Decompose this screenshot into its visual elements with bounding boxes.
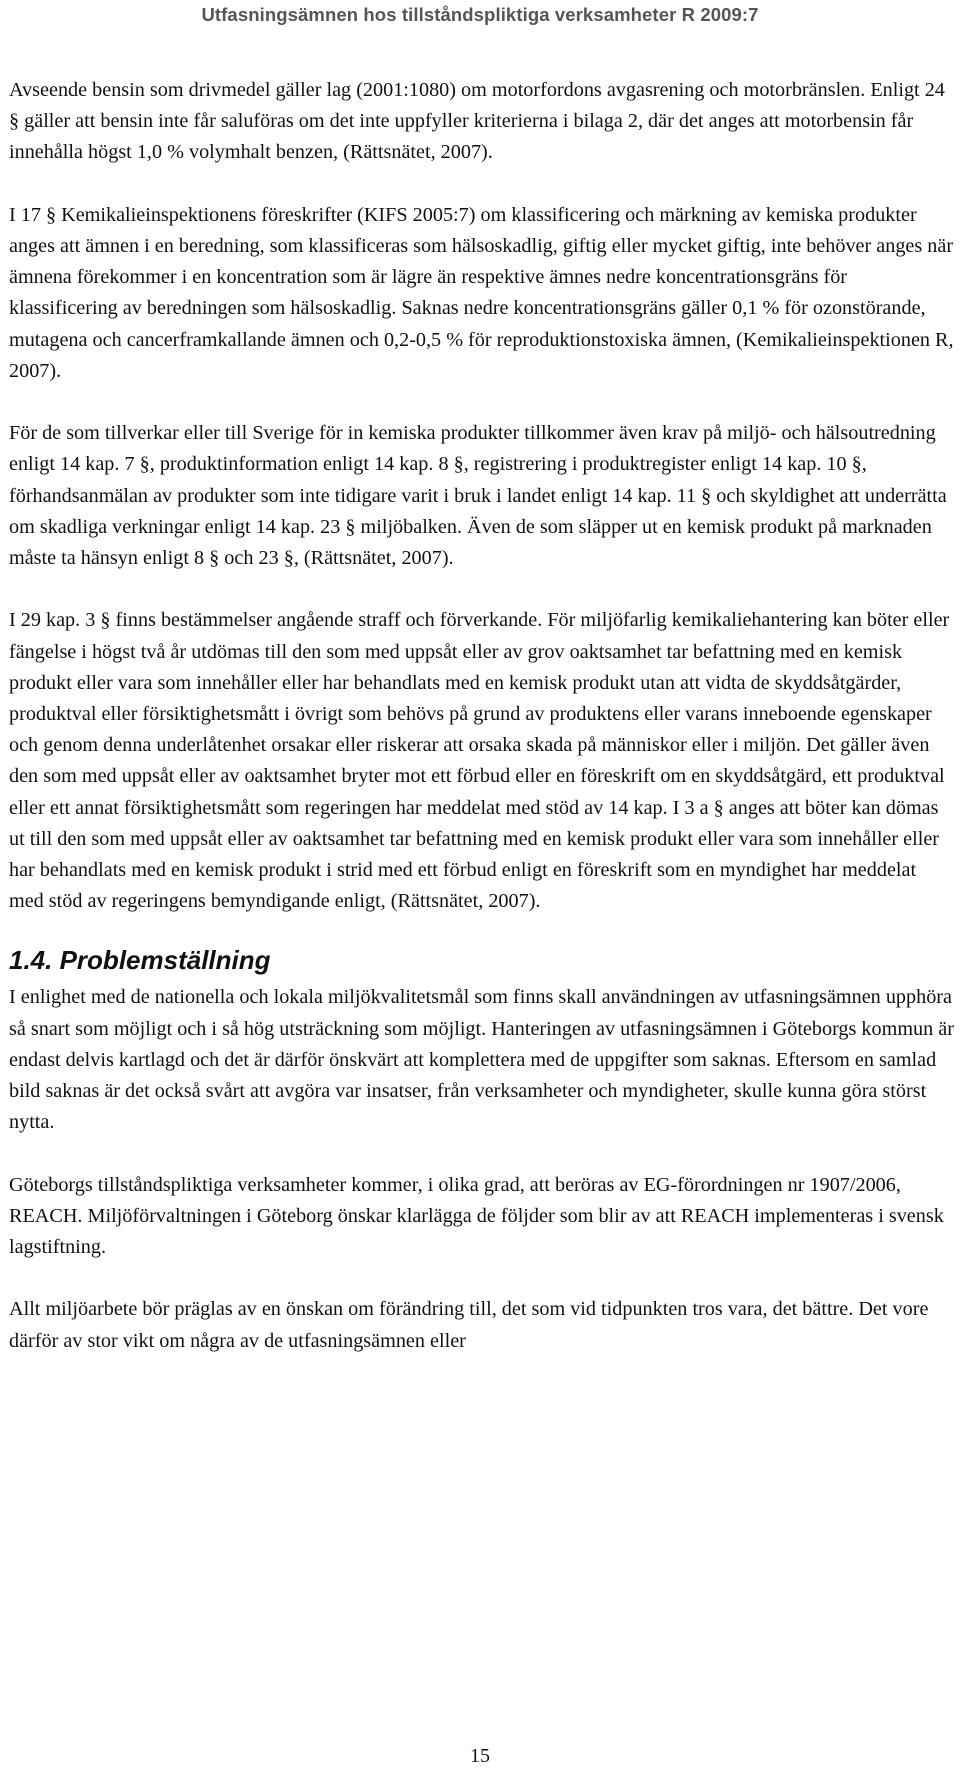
paragraph-fuel-law: Avseende bensin som drivmedel gäller lag (2001:1080) om motorfordons avgasrening och motorbränslen. Enligt 24 § gäller att bensin inte får saluföras om det inte uppfyller kriterierna i bilaga 2, där det anges att motorbensin får innehålla högst 1,0 % volymhalt benzen, (Rättsnätet, 2007). — [9, 79, 945, 164]
paragraph-problem-statement: I enlighet med de nationella och lokala miljökvalitetsmål som finns skall användningen av utfasningsämnen upphöra så snart som möjligt och i så hög utsträckning som möjligt. Hanteringen av utfasningsämnen i Göteborgs kommun är endast delvis kartlagd och det är därför önskvärt att komplettera med de uppgifter som saknas. Eftersom en samlad bild saknas är det också svårt att avgöra var insatser, från verksamheter och myndigheter, skulle kunna göra störst nytta. — [9, 986, 954, 1134]
paragraph-penalties: I 29 kap. 3 § finns bestämmelser angående straff och förverkande. För miljöfarlig kemikaliehantering kan böter eller fängelse i högst två år utdömas till den som med uppsåt eller av grov oaktsamhet tar befattning med en kemisk produkt eller vara som innehåller eller har behandlats med en kemisk produkt utan att vidta de skyddsåtgärder, produktval eller försiktighetsmått i övrigt som behövs på grund av produktens eller varans inneboende egenskaper och genom denna underlåtenhet orsakar eller riskerar att orsaka skada på människor eller i miljön. Det gäller även den som med uppsåt eller av oaktsamhet bryter mot ett förbud eller en föreskrift om en skyddsåtgärd, ett produktval eller ett annat försiktighetsmått som regeringen har meddelat med stöd av 14 kap. I 3 a § anges att böter kan dömas ut till den som med uppsåt eller av oaktsamhet tar befattning med en kemisk produkt eller vara som innehåller eller har behandlats med en kemisk produkt i strid med ett förbud enligt en föreskrift som en myndighet har meddelat med stöd av regeringens bemyndigande enligt, (Rättsnätet, 2007). — [9, 609, 950, 913]
paragraph-kifs-classification: I 17 § Kemikalieinspektionens föreskrifter (KIFS 2005:7) om klassificering och märkning av kemiska produkter anges att ämnen i en beredning, som klassificeras som hälsoskadlig, giftig eller mycket giftig, inte behöver anges när ämnena förekommer i en koncentration som är lägre än respektive ämnes nedre koncentrationsgräns för klassificering av beredningen som hälsoskadlig. Saknas nedre koncentrationsgräns gäller 0,1 % för ozonstörande, mutagena och cancerframkallande ämnen och 0,2-0,5 % för reproduktionstoxiska ämnen, (Kemikalieinspektionen R, 2007). — [9, 203, 954, 382]
paragraph-manufacturer-requirements: För de som tillverkar eller till Sverige för in kemiska produkter tillkommer även krav på miljö- och hälsoutredning enligt 14 kap. 7 §, produktinformation enligt 14 kap. 8 §, registrering i produktregister enligt 14 kap. 10 §, förhandsanmälan av produkter som inte tidigare varit i bruk i landet enligt 14 kap. 11 § och skyldighet att underrätta om skadliga verkningar enligt 14 kap. 23 § miljöbalken. Även de som släpper ut en kemisk produkt på marknaden måste ta hänsyn enligt 8 § och 23 §, (Rättsnätet, 2007). — [9, 422, 947, 570]
running-header: Utfasningsämnen hos tillståndspliktiga verksamheter R 2009:7 — [201, 4, 759, 25]
section-heading: 1.4. Problemställning — [9, 945, 271, 976]
page-body — [9, 75, 955, 1388]
paragraph-reach: Göteborgs tillståndspliktiga verksamheter kommer, i olika grad, att beröras av EG-förordningen nr 1907/2006, REACH. Miljöförvaltningen i Göteborg önskar klarlägga de följder som blir av att REACH implementeras i svensk lagstiftning. — [9, 1173, 944, 1259]
paragraph-environmental-work: Allt miljöarbete bör präglas av en önskan om förändring till, det som vid tidpunkten tros vara, det bättre. Det vore därför av stor vikt om några av de utfasningsämnen eller — [9, 1298, 929, 1352]
page-number: 15 — [470, 1745, 490, 1767]
